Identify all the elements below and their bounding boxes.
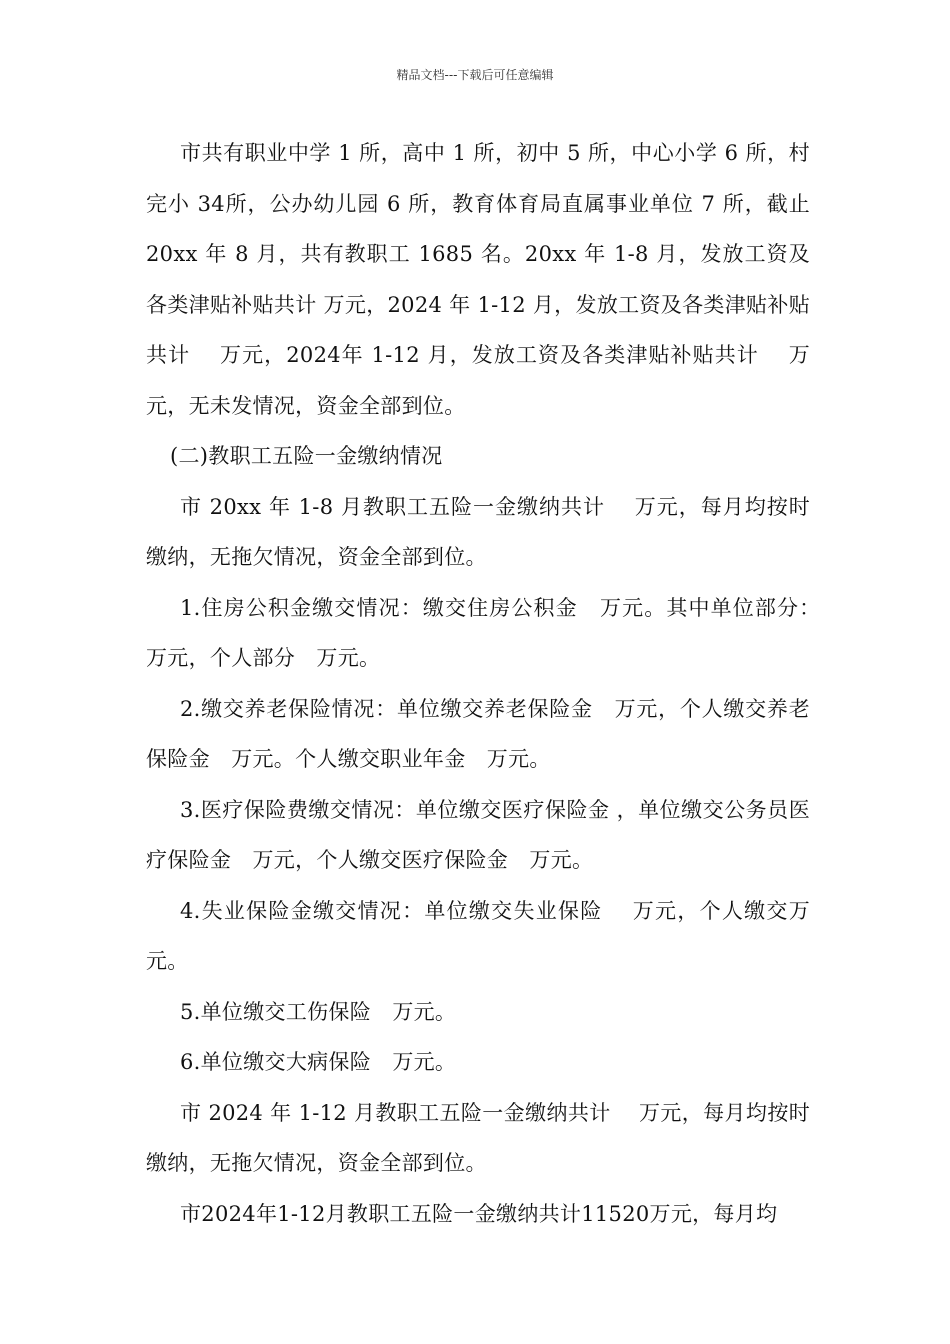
- paragraph-school-stats: 市共有职业中学 1 所，高中 1 所，初中 5 所，中心小学 6 所，村完小 34所，公办幼儿园 6 所，教育体育局直属事业单位 7 所，截止 20xx 年 8 月，共有教职工 1685 名。20xx 年 1-8 月，发放工资及各类津贴补贴共计 万元，2024 年 1-12 月，发放工资及各类津贴补贴共计 万元，2024年 1-12 月，发放工资及各类津贴补贴共计 万元，无未发情况，资金全部到位。: [146, 141, 817, 418]
- paragraph-housing-fund: 1.住房公积金缴交情况：缴交住房公积金 万元。其中单位部分： 万元，个人部分 万元。: [146, 595, 832, 670]
- document-body: [146, 128, 832, 1239]
- paragraph-unemployment: 4.失业保险金缴交情况：单位缴交失业保险 万元，个人缴交万元。: [146, 898, 810, 973]
- paragraph-injury: 5.单位缴交工伤保险 万元。: [180, 999, 457, 1024]
- paragraph-pension: 2.缴交养老保险情况：单位缴交养老保险金 万元，个人缴交养老保险金 万元。个人缴交职业年金 万元。: [146, 696, 810, 771]
- paragraph-insurance-summary-2024: 市 2024 年 1-12 月教职工五险一金缴纳共计 万元，每月均按时缴纳，无拖欠情况，资金全部到位。: [146, 1100, 810, 1175]
- paragraph-serious-illness: 6.单位缴交大病保险 万元。: [180, 1050, 457, 1074]
- paragraph-medical: 3.医疗保险费缴交情况：单位缴交医疗保险金 ，单位缴交公务员医疗保险金 万元，个人缴交医疗保险金 万元。: [146, 797, 810, 872]
- paragraph-insurance-total-2024: 市2024年1-12月教职工五险一金缴纳共计11520万元，每月均: [180, 1201, 778, 1226]
- paragraph-insurance-summary-2020: 市 20xx 年 1-8 月教职工五险一金缴纳共计 万元，每月均按时缴纳，无拖欠情况，资金全部到位。: [146, 494, 810, 569]
- section-heading-insurance: (二)教职工五险一金缴纳情况: [170, 444, 443, 468]
- page-header: 精品文档---下载后可任意编辑: [396, 68, 554, 82]
